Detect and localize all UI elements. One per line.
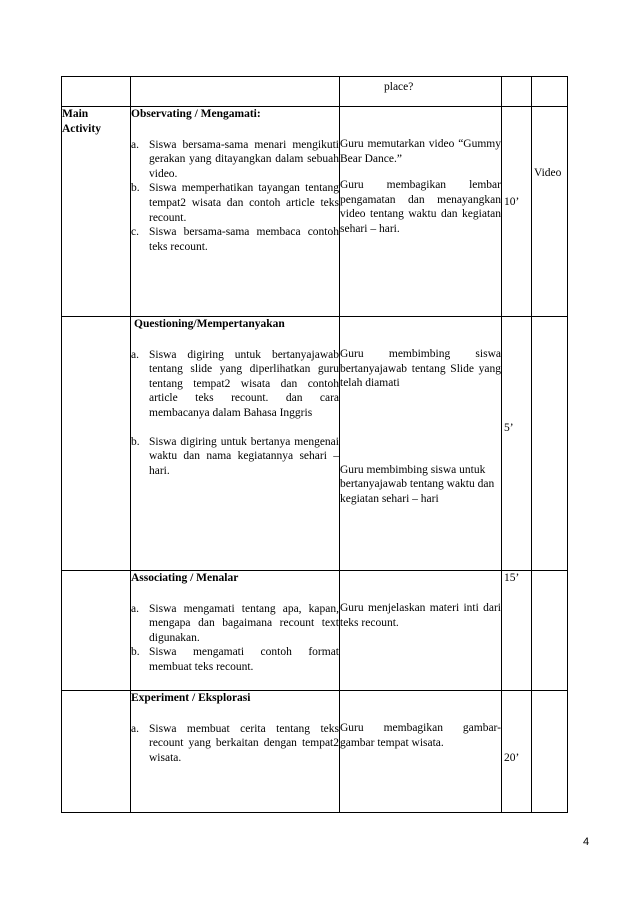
student-activities [131,107,340,317]
time-cell: 5’ [502,317,532,571]
list-item: a. Siswa digiring untuk bertanyajawab tentang slide yang diperlihatkan guru tentang tempat2 wisata dan contoh article teks recount. dan cara membacanya dalam Bahasa Inggris [131,348,339,419]
teacher-activities [340,317,502,571]
teacher-activities [340,107,502,317]
teacher-text: Guru membagikan gambar-gambar tempat wisata. [340,722,501,749]
teacher-text: Guru menjelaskan materi inti dari teks recount. [340,602,501,629]
lesson-plan-table [61,76,568,813]
list-item: b. Siswa digiring untuk bertanya mengenai waktu dan nama kegiatannya sehari – hari. [131,435,339,477]
student-activities [131,317,340,571]
continuation-text: place? [384,81,414,93]
student-activities [131,691,340,813]
section-title: Observating / Mengamati: [131,108,261,120]
list-item: a. Siswa bersama-sama menari mengikuti gerakan yang ditayangkan dalam sebuah video. [131,138,339,180]
list-item: a. Siswa mengamati tentang apa, kapan, mengapa dan bagaimana recount text digunakan. [131,602,339,644]
table-row [62,107,568,317]
time-cell: 20’ [502,691,532,813]
media-cell: Video [532,107,568,317]
list-item: b. Siswa memperhatikan tayangan tentang tempat2 wisata dan contoh article teks recount. [131,182,339,224]
teacher-activities [340,571,502,691]
table-row [62,317,568,571]
table-row [62,691,568,813]
time-cell: 10’ [502,107,532,317]
table-row [62,77,568,107]
student-activities [131,571,340,691]
teacher-text: Guru membimbing siswa bertanyajawab tentang Slide yang telah diamati [340,348,501,390]
teacher-text: Guru membagikan lembar pengamatan dan menayangkan video tentang waktu dan kegiatan sehari – hari. [340,179,501,235]
page-number: 4 [583,836,590,848]
teacher-text: Guru memutarkan video “Gummy Bear Dance.” [340,138,501,165]
time-cell: 15’ [502,571,532,691]
section-title: Experiment / Eksplorasi [131,692,251,704]
activity-label: Main Activity [62,107,131,317]
section-title: Questioning/Mempertanyakan [134,318,285,330]
section-title: Associating / Menalar [131,572,239,584]
list-item: a. Siswa membuat cerita tentang teks recount yang berkaitan dengan tempat2 wisata. [131,722,339,764]
list-item: b. Siswa mengamati contoh format membuat teks recount. [131,646,339,673]
teacher-text: Guru membimbing siswa untuk bertanyajawab tentang waktu dan kegiatan sehari – hari [340,463,495,505]
table-row [62,571,568,691]
teacher-activities [340,691,502,813]
list-item: c. Siswa bersama-sama membaca contoh teks recount. [131,226,339,253]
